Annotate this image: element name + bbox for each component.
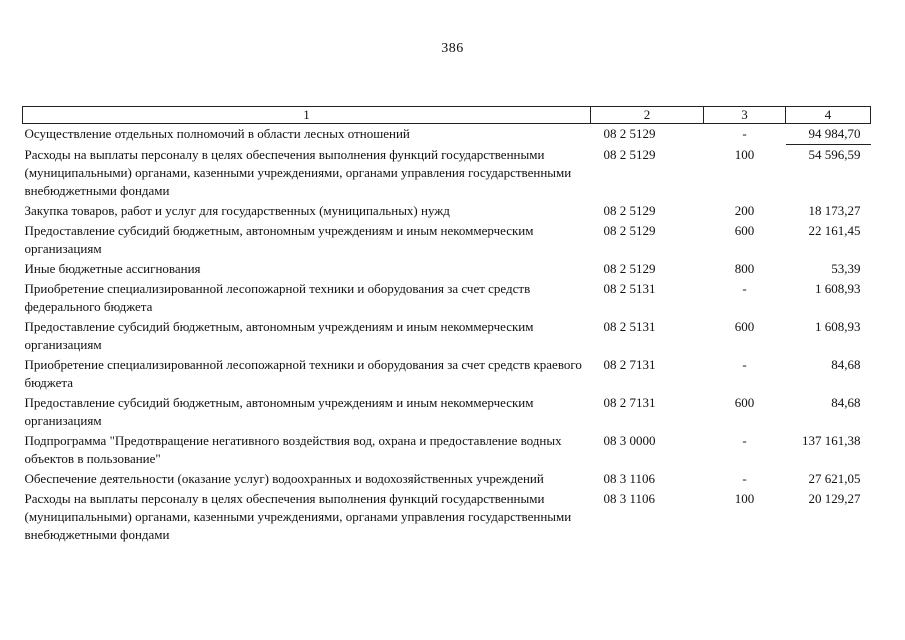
table-row [23,431,871,469]
column-header-type: 3 [704,107,786,124]
column-header-code: 2 [591,107,704,124]
table-row [23,124,871,145]
row-code: 08 2 5129 [603,146,656,162]
table-row [23,279,871,317]
column-header-sum: 4 [786,107,871,124]
row-type: 600 [734,222,755,238]
row-code: 08 2 5131 [603,318,656,334]
row-sum: 20 129,27 [808,490,861,506]
table-row [23,201,871,221]
row-code: 08 2 7131 [603,394,656,410]
row-type: - [742,280,747,296]
table-row [23,317,871,355]
row-code: 08 3 1106 [603,470,656,486]
row-code: 08 2 5129 [603,260,656,276]
row-name: Иные бюджетные ассигнования [24,260,201,276]
row-sum: 1 608,93 [815,280,861,296]
table-row [23,221,871,259]
row-code: 08 2 5129 [603,126,656,141]
row-code: 08 3 0000 [603,432,656,448]
row-sum: 84,68 [831,356,861,372]
row-type: 600 [734,394,755,410]
row-name: Осуществление отдельных полномочий в области лесных отношений [24,126,410,141]
row-code: 08 2 5129 [603,222,656,238]
table-row [23,145,871,201]
row-name: Расходы на выплаты персоналу в целях обеспечения выполнения функций государственными (муниципальными) органами, казенными учреждениями, органами управления государственными внебюджетными фондами [24,490,572,542]
row-type: - [742,356,747,372]
row-type: - [742,432,747,448]
row-type: - [742,470,747,486]
row-name: Предоставление субсидий бюджетным, автономным учреждениям и иным некоммерческим организациям [24,222,534,256]
budget-table-container [22,106,870,545]
row-name: Предоставление субсидий бюджетным, автономным учреждениям и иным некоммерческим организациям [24,394,534,428]
table-row [23,469,871,489]
row-sum: 27 621,05 [808,470,861,486]
row-sum: 22 161,45 [808,222,861,238]
row-sum: 94 984,70 [786,124,871,145]
budget-table [22,106,871,545]
table-row [23,259,871,279]
row-type: 200 [734,202,755,218]
table-row [23,355,871,393]
row-type: 100 [734,146,755,162]
row-code: 08 2 7131 [603,356,656,372]
table-header [23,107,871,124]
row-name: Предоставление субсидий бюджетным, автономным учреждениям и иным некоммерческим организациям [24,318,534,352]
row-name: Расходы на выплаты персоналу в целях обеспечения выполнения функций государственными (муниципальными) органами, казенными учреждениями, органами управления государственными внебюджетными фондами [24,146,572,198]
row-name: Обеспечение деятельности (оказание услуг) водоохранных и водохозяйственных учреждений [24,470,544,486]
row-sum: 84,68 [831,394,861,410]
row-type: 600 [734,318,755,334]
row-name: Приобретение специализированной лесопожарной техники и оборудования за счет средств федерального бюджета [24,280,531,314]
column-header-name: 1 [23,107,591,124]
row-sum: 137 161,38 [802,432,861,448]
row-code: 08 2 5131 [603,280,656,296]
row-sum: 53,39 [831,260,861,276]
row-name: Закупка товаров, работ и услуг для государственных (муниципальных) нужд [24,202,450,218]
row-name: Приобретение специализированной лесопожарной техники и оборудования за счет средств краевого бюджета [24,356,582,390]
row-sum: 1 608,93 [815,318,861,334]
row-type: 800 [734,260,755,276]
table-row [23,489,871,545]
table-row [23,393,871,431]
row-code: 08 2 5129 [603,202,656,218]
row-sum: 18 173,27 [808,202,861,218]
page-number: 386 [441,41,464,56]
row-name: Подпрограмма "Предотвращение негативного воздействия вод, охрана и предоставление водных объектов в пользование" [24,432,562,466]
row-type: 100 [734,490,755,506]
row-sum: 54 596,59 [808,147,861,162]
table-body [23,124,871,545]
header-row [23,107,871,124]
row-code: 08 3 1106 [603,490,656,506]
row-type: - [742,126,747,141]
